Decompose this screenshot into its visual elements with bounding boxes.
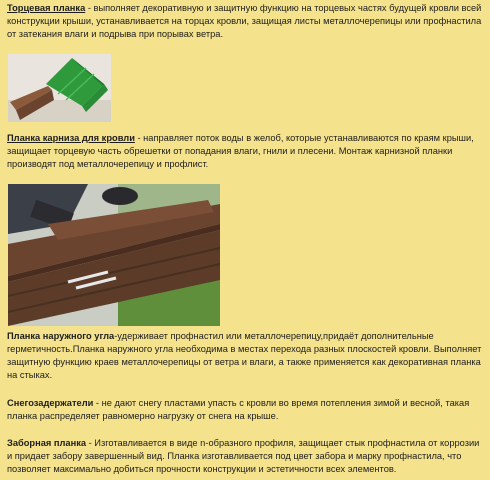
term-outer-corner: Планка наружного угла <box>7 331 115 341</box>
outer-corner-photo <box>8 184 220 326</box>
desc-outer-corner: -удерживает профнастил или металлочерепицу,придаёт дополнительные герметичность.Планка наружного угла необходима в местах перехода разных плоскостей кровли. Выполняет защитную функцию краев металлочерепицы от ветра и влаги, а также применяется как декоративная планка на стыках. <box>7 331 482 380</box>
section-snow-guards <box>7 397 485 423</box>
desc-snow-guards: - не дают снегу пластами упасть с кровли во время потепления зимой и весной, такая планка распределяет равномерно нагрузку от снега на крыше. <box>7 398 470 421</box>
desc-eaves-plank: - направляет поток воды в желоб, которые устанавливаются по краям крыши, защищает торцевую часть обрешетки от попадания влаги, гнили и плесени. Монтаж карнизной планки производят под металлочерепицу и профлист. <box>7 133 474 169</box>
section-end-plank <box>7 2 485 41</box>
section-outer-corner <box>7 330 485 382</box>
term-end-plank[interactable]: Торцевая планка <box>7 3 86 13</box>
term-fence-plank: Заборная планка <box>7 438 87 448</box>
term-eaves-plank[interactable]: Планка карниза для кровли <box>7 133 135 143</box>
end-plank-photo <box>8 54 111 122</box>
section-eaves-plank <box>7 132 485 171</box>
section-fence-plank <box>7 437 485 476</box>
desc-fence-plank: - Изготавливается в виде n-образного профиля, защищает стык профнастила от коррозии и придает забору завершенный вид. Планка изготавливается под цвет забора и марку профнастила, что позволяет максимально добиться прочности конструкции и эстетичности всех элементов. <box>7 438 480 474</box>
term-snow-guards: Снегозадержатели <box>7 398 94 408</box>
desc-end-plank: - выполняет декоративную и защитную функцию на торцевых частях будущей кровли всей конструкции крыши, устанавливается на торцах кровли, защищая листы металлочерепицы или профнастила от затекания влаги и подрыва при порывах ветра. <box>7 3 482 39</box>
